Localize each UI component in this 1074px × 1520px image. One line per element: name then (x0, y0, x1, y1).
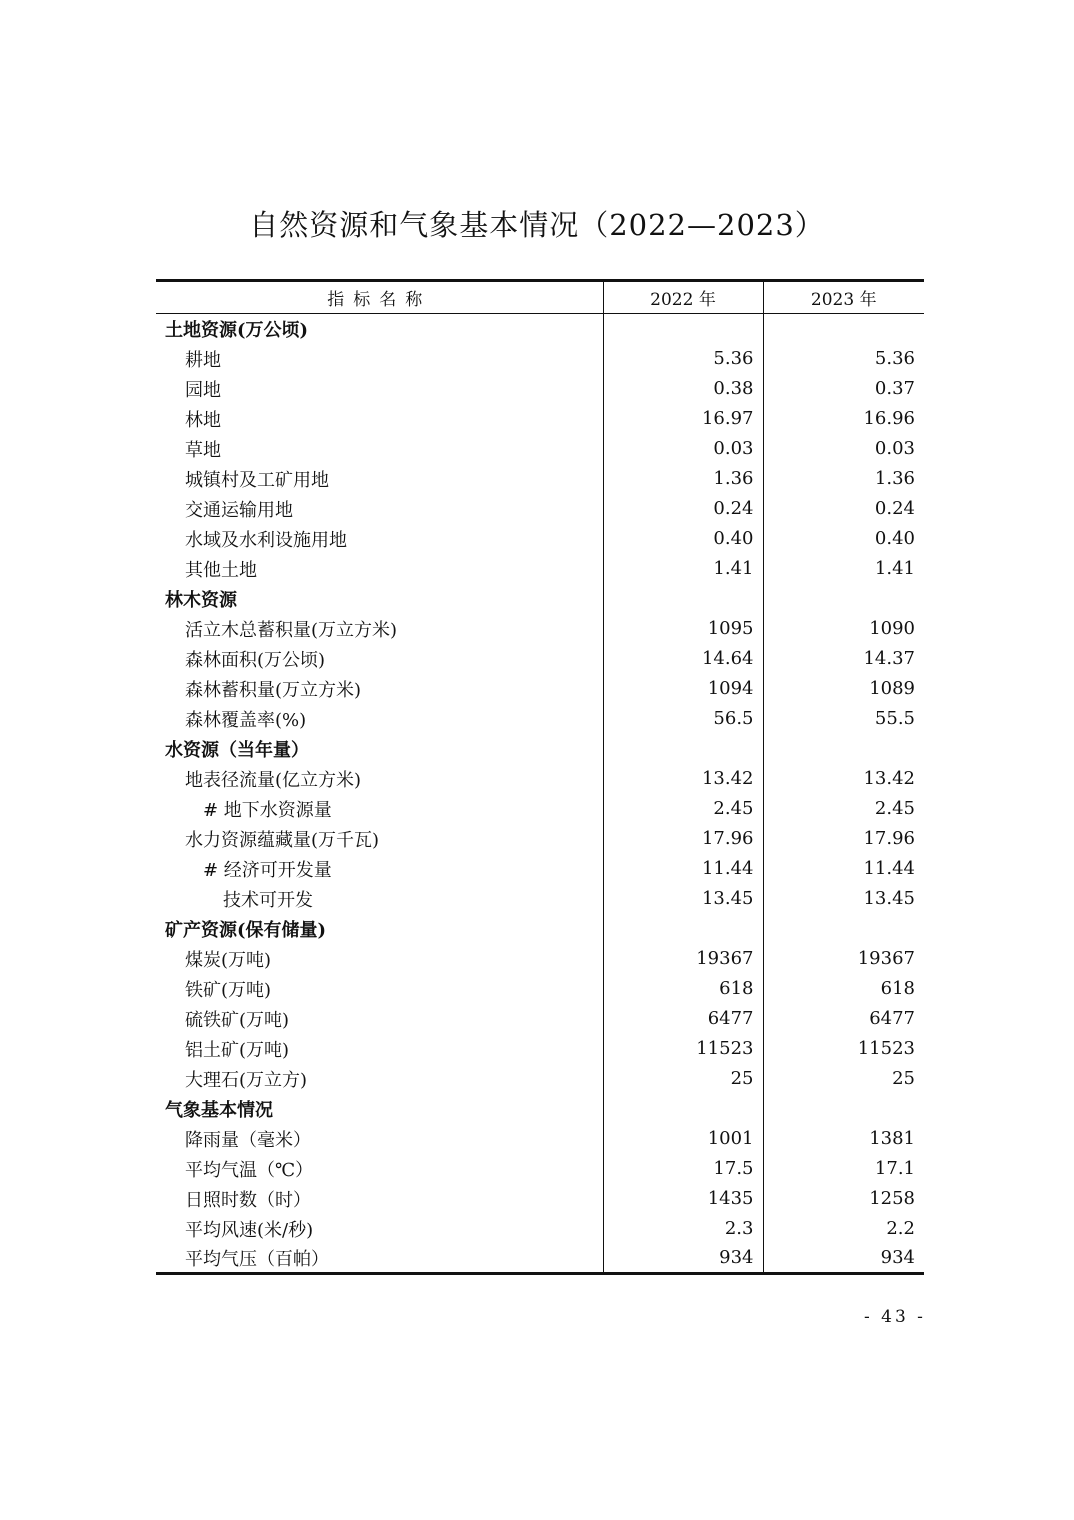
value-2023: 1089 (763, 674, 924, 704)
row-label: 耕地 (185, 349, 221, 371)
value-2022: 0.03 (603, 434, 763, 464)
row-label: 水资源（当年量） (165, 739, 309, 761)
row-label: 铝土矿(万吨) (185, 1039, 290, 1061)
table-row (156, 824, 924, 854)
value-2023: 2.2 (763, 1214, 924, 1244)
row-label: 技术可开发 (223, 889, 313, 911)
table-row (156, 974, 924, 1004)
table-row (156, 854, 924, 884)
table-row (156, 404, 924, 434)
value-2022: 17.5 (603, 1154, 763, 1184)
row-label: 林地 (185, 409, 221, 431)
value-2022: 1001 (603, 1124, 763, 1154)
value-2022 (603, 314, 763, 344)
value-2022: 1.41 (603, 554, 763, 584)
table-row (156, 704, 924, 734)
value-2022: 1.36 (603, 464, 763, 494)
table-header-row (156, 281, 924, 314)
value-2023: 1090 (763, 614, 924, 644)
row-label: # 地下水资源量 (203, 799, 332, 821)
value-2023: 17.1 (763, 1154, 924, 1184)
value-2023: 1.36 (763, 464, 924, 494)
row-label: 平均气温（℃） (185, 1159, 314, 1181)
section-row (156, 734, 924, 764)
value-2023: 13.45 (763, 884, 924, 914)
table-row (156, 1214, 924, 1244)
value-2023: 0.03 (763, 434, 924, 464)
value-2023: 17.96 (763, 824, 924, 854)
value-2023: 618 (763, 974, 924, 1004)
value-2023: 5.36 (763, 344, 924, 374)
value-2023: 16.96 (763, 404, 924, 434)
value-2022: 11523 (603, 1034, 763, 1064)
value-2023: 13.42 (763, 764, 924, 794)
page-number: - 43 - (864, 1307, 926, 1327)
value-2022: 0.24 (603, 494, 763, 524)
value-2023: 1258 (763, 1184, 924, 1214)
value-2022: 6477 (603, 1004, 763, 1034)
table-row (156, 1244, 924, 1274)
table-row (156, 344, 924, 374)
table-row (156, 644, 924, 674)
header-indicator-name: 指标名称 (156, 281, 603, 314)
row-label: 交通运输用地 (185, 499, 293, 521)
value-2022: 19367 (603, 944, 763, 974)
table-row (156, 434, 924, 464)
value-2022 (603, 584, 763, 614)
table-row (156, 1124, 924, 1154)
value-2022: 1094 (603, 674, 763, 704)
value-2023: 11523 (763, 1034, 924, 1064)
value-2022: 56.5 (603, 704, 763, 734)
header-2023: 2023 年 (763, 281, 924, 314)
value-2022: 618 (603, 974, 763, 1004)
row-label: 降雨量（毫米） (185, 1129, 311, 1151)
value-2023: 14.37 (763, 644, 924, 674)
table-row (156, 374, 924, 404)
value-2023 (763, 1094, 924, 1124)
value-2022: 13.42 (603, 764, 763, 794)
value-2023: 1.41 (763, 554, 924, 584)
value-2023: 0.37 (763, 374, 924, 404)
row-label: 平均风速(米/秒) (185, 1219, 314, 1241)
value-2022: 2.45 (603, 794, 763, 824)
table-row (156, 614, 924, 644)
table-body (156, 314, 924, 1274)
value-2022: 14.64 (603, 644, 763, 674)
table-row (156, 794, 924, 824)
value-2022: 11.44 (603, 854, 763, 884)
value-2023: 19367 (763, 944, 924, 974)
table-row (156, 524, 924, 554)
value-2022: 1435 (603, 1184, 763, 1214)
data-table (156, 279, 924, 1275)
value-2022: 17.96 (603, 824, 763, 854)
row-label: 森林蓄积量(万立方米) (185, 679, 362, 701)
value-2022: 25 (603, 1064, 763, 1094)
value-2023 (763, 914, 924, 944)
row-label: 园地 (185, 379, 221, 401)
value-2023: 11.44 (763, 854, 924, 884)
row-label: 林木资源 (165, 589, 237, 611)
value-2023: 2.45 (763, 794, 924, 824)
table-row (156, 1034, 924, 1064)
row-label: 大理石(万立方) (185, 1069, 308, 1091)
row-label: 草地 (185, 439, 221, 461)
value-2022: 0.40 (603, 524, 763, 554)
value-2023: 6477 (763, 1004, 924, 1034)
table-row (156, 674, 924, 704)
value-2023: 55.5 (763, 704, 924, 734)
row-label: 日照时数（时） (185, 1189, 311, 1211)
row-label: 其他土地 (185, 559, 257, 581)
table-row (156, 554, 924, 584)
value-2022: 13.45 (603, 884, 763, 914)
value-2022 (603, 914, 763, 944)
row-label: 气象基本情况 (165, 1099, 273, 1121)
table-row (156, 1004, 924, 1034)
header-2022: 2022 年 (603, 281, 763, 314)
value-2023: 1381 (763, 1124, 924, 1154)
table-row (156, 1064, 924, 1094)
row-label: 硫铁矿(万吨) (185, 1009, 290, 1031)
row-label: 水域及水利设施用地 (185, 529, 347, 551)
section-row (156, 914, 924, 944)
value-2023: 0.24 (763, 494, 924, 524)
row-label: 城镇村及工矿用地 (185, 469, 329, 491)
value-2022: 0.38 (603, 374, 763, 404)
value-2023 (763, 314, 924, 344)
row-label: 地表径流量(亿立方米) (185, 769, 362, 791)
value-2023: 25 (763, 1064, 924, 1094)
value-2023: 934 (763, 1244, 924, 1274)
table-row (156, 494, 924, 524)
value-2022 (603, 1094, 763, 1124)
value-2023 (763, 734, 924, 764)
value-2022: 2.3 (603, 1214, 763, 1244)
value-2022: 5.36 (603, 344, 763, 374)
row-label: 平均气压（百帕） (156, 1244, 603, 1274)
table-row (156, 944, 924, 974)
table-row (156, 1184, 924, 1214)
row-label: 水力资源蕴藏量(万千瓦) (185, 829, 380, 851)
row-label: 土地资源(万公顷) (165, 319, 309, 341)
value-2023: 0.40 (763, 524, 924, 554)
value-2022 (603, 734, 763, 764)
row-label: 铁矿(万吨) (185, 979, 272, 1001)
value-2022: 934 (603, 1244, 763, 1274)
value-2023 (763, 584, 924, 614)
section-row (156, 584, 924, 614)
row-label: 活立木总蓄积量(万立方米) (185, 619, 398, 641)
row-label: 森林面积(万公顷) (185, 649, 326, 671)
value-2022: 1095 (603, 614, 763, 644)
row-label: 煤炭(万吨) (185, 949, 272, 971)
table-row (156, 764, 924, 794)
table-row (156, 464, 924, 494)
page-title: 自然资源和气象基本情况（2022—2023） (249, 208, 825, 242)
value-2022: 16.97 (603, 404, 763, 434)
section-row (156, 314, 924, 344)
row-label: # 经济可开发量 (203, 859, 332, 881)
row-label: 矿产资源(保有储量) (165, 919, 327, 941)
table-row (156, 1154, 924, 1184)
section-row (156, 1094, 924, 1124)
row-label: 森林覆盖率(%) (185, 709, 307, 731)
table-row (156, 884, 924, 914)
